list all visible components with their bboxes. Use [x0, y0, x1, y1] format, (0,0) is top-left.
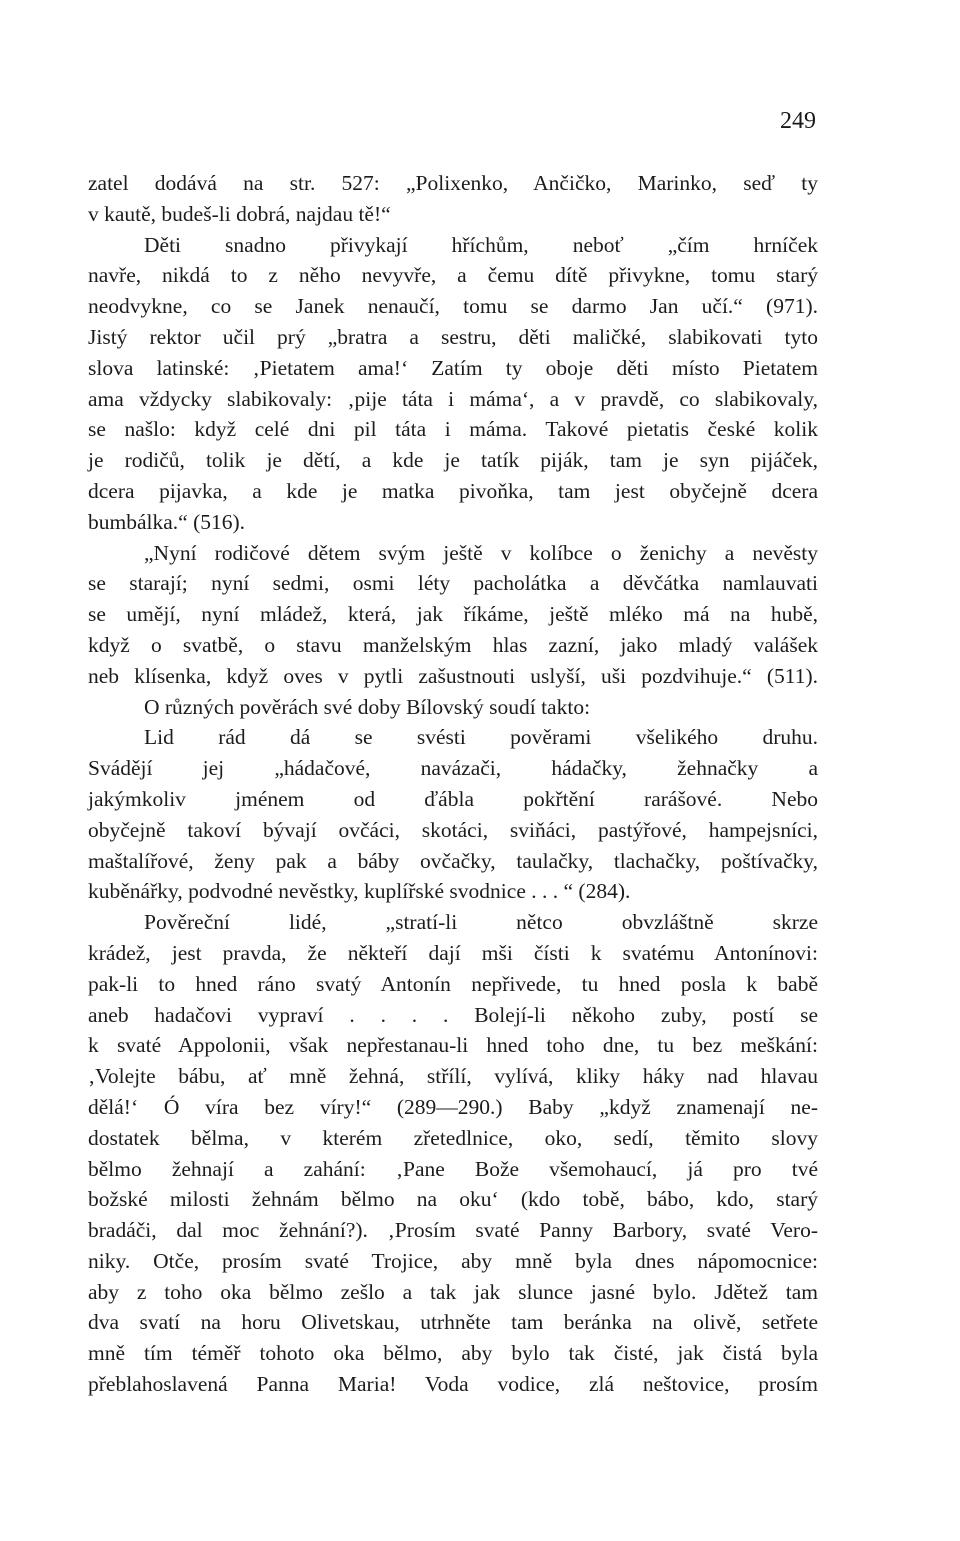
text-line: když o svatbě, o stavu manželským hlas zazní, jako mladý valášek: [88, 632, 818, 657]
text-line: mně tím téměř tohoto oka bělmo, aby bylo tak čisté, jak čistá byla: [88, 1341, 818, 1366]
text-line: maštalířové, ženy pak a báby ovčačky, taulačky, tlachačky, poštívačky,: [88, 848, 818, 873]
text-line: Lid rád dá se svésti pověrami všelikého druhu.: [144, 725, 818, 750]
text-line: Pověreční lidé, „stratí-li nětco obvzláštně skrze: [144, 910, 818, 935]
text-line: Svádějí jej „hádačové, navázači, hádačky, žehnačky a: [88, 756, 818, 781]
text-line: bradáči, dal moc žehnání?). ‚Prosím svaté Panny Barbory, svaté Vero-: [88, 1218, 818, 1243]
text-line: je rodičů, tolik je dětí, a kde je tatík piják, tam je syn pijáček,: [88, 448, 818, 473]
text-line: v kautě, budeš-li dobrá, najdau tě!“: [88, 201, 391, 226]
text-line: se našlo: když celé dni pil táta i máma. Takové pietatis české kolik: [88, 417, 818, 442]
text-line: Jistý rektor učil prý „bratra a sestru, děti maličké, slabikovati tyto: [88, 324, 818, 349]
text-line: „Nyní rodičové dětem svým ještě v kolíbce o ženichy a nevěsty: [144, 540, 818, 565]
text-line: zatel dodává na str. 527: „Polixenko, Ančičko, Marinko, seď ty: [88, 171, 818, 195]
text-line: pak-li to hned ráno svatý Antonín nepřivede, tu hned posla k babě: [88, 971, 818, 996]
text-line: slova latinské: ‚Pietatem ama!‘ Zatím ty oboje děti místo Pietatem: [88, 355, 818, 380]
text-line: k svaté Appolonii, však nepřestanau-li hned toho dne, tu bez meškání:: [88, 1033, 818, 1058]
text-line: se umějí, nyní mládež, která, jak říkáme, ještě mléko má na hubě,: [88, 602, 818, 627]
text-line: dva svatí na horu Olivetskau, utrhněte tam beránka na olivě, setřete: [88, 1310, 818, 1335]
text-line: dostatek bělma, v kterém zřetedlnice, oko, sedí, těmito slovy: [88, 1125, 818, 1150]
text-line: ‚Volejte bábu, ať mně žehná, střílí, vylívá, kliky háky nad hlavau: [88, 1064, 818, 1089]
text-line: bělmo žehnají a zahání: ‚Pane Bože všemohaucí, já pro tvé: [88, 1156, 818, 1181]
text-line: dělá!‘ Ó víra bez víry!“ (289—290.) Baby „když znamenají ne-: [88, 1094, 818, 1119]
text-line: neb klísenka, když oves v pytli zašustnouti uslyší, uši pozdvihuje.“ (511).: [88, 663, 818, 688]
text-line: aneb hadačovi vypraví . . . . Bolejí-li někoho zuby, postí se: [88, 1002, 818, 1027]
text-line: ama vždycky slabikovaly: ‚pije táta i máma‘, a v pravdě, co slabikovaly,: [88, 386, 818, 411]
body-text: [88, 168, 818, 1400]
text-line: niky. Otče, prosím svaté Trojice, aby mně byla dnes nápomocnice:: [88, 1248, 818, 1273]
text-line: aby z toho oka bělmo zešlo a tak jak slunce jasné bylo. Jdětež tam: [88, 1279, 818, 1304]
text-line: jakýmkoliv jménem od ďábla pokřtění rarášové. Nebo: [88, 786, 818, 811]
text-line: Děti snadno přivykají hříchům, neboť „čím hrníček: [144, 232, 818, 257]
text-line: kuběnářky, podvodné nevěstky, kuplířské svodnice . . . “ (284).: [88, 879, 631, 904]
text-line: navře, nikdá to z něho nevyvře, a čemu dítě přivykne, tomu starý: [88, 263, 818, 288]
text-line: bumbálka.“ (516).: [88, 509, 246, 534]
text-line: dcera pijavka, a kde je matka pivoňka, tam jest obyčejně dcera: [88, 478, 818, 503]
text-line: O různých pověrách své doby Bílovský soudí takto:: [144, 694, 591, 719]
page-number: 249: [780, 108, 816, 134]
text-line: přeblahoslavená Panna Maria! Voda vodice, zlá neštovice, prosím: [88, 1372, 818, 1397]
text-line: se starají; nyní sedmi, osmi léty pacholátka a děvčátka namlauvati: [88, 571, 818, 596]
text-line: krádež, jest pravda, že někteří dají mši čísti k svatému Antonínovi:: [88, 940, 818, 965]
text-line: obyčejně takoví bývají ovčáci, skotáci, sviňáci, pastýřové, hampejsníci,: [88, 817, 818, 842]
text-line: božské milosti žehnám bělmo na oku‘ (kdo tobě, bábo, kdo, starý: [88, 1187, 818, 1212]
text-line: neodvykne, co se Janek nenaučí, tomu se darmo Jan učí.“ (971).: [88, 294, 818, 319]
